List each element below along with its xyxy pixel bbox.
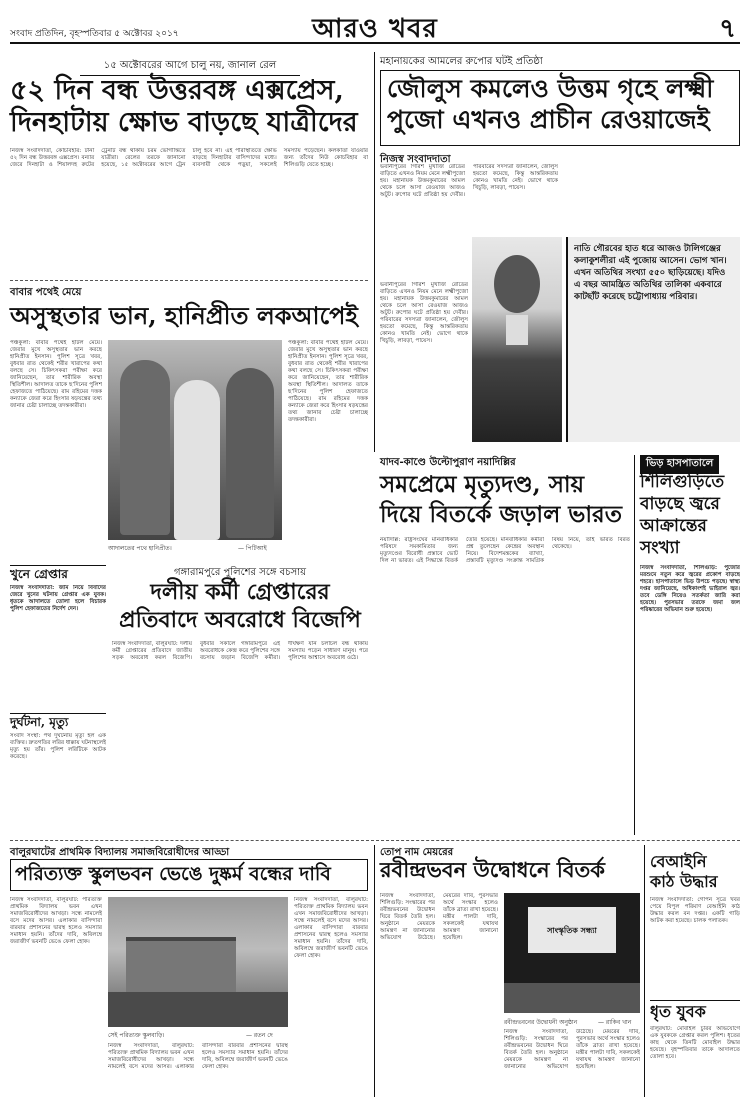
story-body: নিজস্ব সংবাদদাতা, শিলিগুড়ি: পুজোর মরশুমে নতুন করে জ্বরের প্রকোপ বাড়ছে শহরে। হাসপাতালে ভিড় উপচে পড়ছে। স্বাস্থ্য দপ্তর জানিয়েছে, অধিকাংশই ভাইরাল জ্বর। তবে ডেঙ্গি নিয়েও সতর্কতা জারি করা হয়েছে। পুরসভার তরফে জমা জল পরিষ্কারের অভিযান শুরু হয়েছে। [640,565,740,613]
headline-line2: বাড়ছে জ্বরে [640,494,720,514]
story-body-lower: নিজস্ব সংবাদদাতা, বালুরঘাট: পরিত্যক্ত প্রাথমিক বিদ্যালয় ভবন এখন সমাজবিরোধীদের আখড়া। সন্ধে নামলেই বসে মদের আসর। এলাকার বাসিন্দারা বারবার প্রশাসনের দ্বারস্থ হলেও সমস্যার সমাধান হয়নি। তাঁদের দাবি, অবিলম্বে জরাজীর্ণ ভবনটি ভেঙে ফেলা হোক। [108,1043,288,1070]
column-divider [644,845,645,1097]
pullquote: নাতি গৌরবের হাত ধরে আজও টালিগঞ্জের কলাকুশলীরা এই পুজোয় আসেন। ভোগ খান। এখন অতিথির সংখ্যা ৫৫০ ছাড়িয়েছে। যদিও এ বছর আমন্ত্রিত অতিথির তালিকা একবারে কাটছাঁট করেছে চট্টোপাধ্যায় পরিবার। [574,244,727,302]
story-kicker: যাদব-কাণ্ডে উল্টোপুরাণ নয়াদিল্লির [380,457,516,468]
story-kicker: ভিড় হাসপাতালে [640,455,719,474]
headline-line1: বেআইনি [650,852,707,871]
story-wood [650,845,740,995]
row-divider [10,840,740,841]
story-body: বালুরঘাট: মোবাইল চুরির অভিযোগে এক যুবককে গ্রেপ্তার করল পুলিশ। ধৃতের কাছ থেকে তিনটি মোবাইল উদ্ধার হয়েছে। বৃহস্পতিবার তাকে আদালতে তোলা হবে। [650,1026,740,1060]
story-body-right: পঞ্চকুলা: বাবার পথেই হাঁটল মেয়ে। জেরার মুখে অসুস্থতার ভান করছে হানিপ্রীত ইনসান। পুলিশ সূত্রে খবর, বুধবার রাত থেকেই শরীর খারাপের কথা বলছে সে। চিকিৎসকরা পরীক্ষা করে জানিয়েছেন, তার শারীরিক অবস্থা স্থিতিশীল। আদালত তাকে ছ’দিনের পুলিশ হেফাজতে পাঠিয়েছে। রাম রহিমের দত্তক কন্যাকে জেরা করে হিংসার ষড়যন্ত্রের তথ্য জানার চেষ্টা চালাচ্ছে তদন্তকারীরা। [288,340,368,423]
story-arrest [650,1000,740,1097]
issue-date: সংবাদ প্রতিদিন, বৃহস্পতিবার ৫ অক্টোবর ২০১৭ [10,29,179,39]
portrait-head [494,255,540,313]
column-divider [374,52,375,452]
story-body: নিজস্ব সংবাদদাতা, বালুরঘাট: পরিত্যক্ত প্রাথমিক বিদ্যালয় ভবন এখন সমাজবিরোধীদের আখড়া। সন্ধে নামলেই বসে মদের আসর। এলাকার বাসিন্দারা বারবার প্রশাসনের দ্বারস্থ হলেও সমস্যার সমাধান হয়নি। তাঁদের দাবি, অবিলম্বে জরাজীর্ণ ভবনটি ভেঙে ফেলা হোক। [10,897,102,945]
headline-line4: সংখ্যা [640,538,680,558]
story-rabindra [380,845,640,1097]
story-kicker: বাবার পথেই মেয়ে [10,287,82,298]
headline-line1: জৌলুস কমলেও উত্তম গৃহে লক্ষ্মী [387,74,714,103]
headline: অসুস্থতার ভান, হানিপ্রীত লকআপেই [10,301,358,330]
story-kicker: বালুরঘাটের প্রাথমিক বিদ্যালয় সমাজবিরোধীদের আড্ডা [10,847,230,858]
sidebar-shorts [10,565,106,835]
photo-building [126,937,236,997]
story-school [10,845,368,1097]
story-kicker: ১৫ অক্টোবরের আগে চালু নয়, জানাল রেল [80,58,300,76]
row-divider [10,280,368,281]
story-body: পঞ্চকুলা: বাবার পথেই হাঁটল মেয়ে। জেরার মুখে অসুস্থতার ভান করছে হানিপ্রীত ইনসান। পুলিশ সূত্রে খবর, বুধবার রাত থেকেই শরীর খারাপের কথা বলছে সে। চিকিৎসকরা পরীক্ষা করে জানিয়েছেন, তার শারীরিক অবস্থা স্থিতিশীল। আদালত তাকে ছ’দিনের পুলিশ হেফাজতে পাঠিয়েছে। রাম রহিমের দত্তক কন্যাকে জেরা করে হিংসার ষড়যন্ত্রের তথ্য জানার চেষ্টা চালাচ্ছে তদন্তকারীরা। [10,340,102,409]
story-hanipreet [10,285,368,560]
headline-line2: দিয়ে বিতর্কে জড়াল ভারত [380,501,622,528]
headline-line2: প্রতিবাদে অবরোধে বিজেপি [119,607,361,633]
photo-caption: আদালতের পথে হানিপ্রীত। [108,545,172,552]
headline-line1: সমপ্রেমে মৃত্যুদণ্ড, সায় [380,471,585,498]
story-body-continued: ভবানীপুরের গিরিশ মুখার্জি রোডের বাড়িতে এখনও নিয়ম মেনে লক্ষ্মীপুজো হয়। মহানায়ক উত্তমকুমারের আমল থেকে চলে আসা রেওয়াজ আজও অটুট। রুপোর ঘটে প্রতিষ্ঠা হয় দেবীর। পরিবারের সদস্যরা জানালেন, জৌলুস হয়তো কমেছে, কিন্তু আন্তরিকতায় কোনও খামতি নেই। ভোগে থাকে খিচুড়ি, লাবড়া, পায়েস। [380,282,468,344]
stage-banner-text: সাংস্কৃতিক সন্ধ্যা [547,925,597,935]
photo-caption: রবীন্দ্রভবনের উদ্বোধনী অনুষ্ঠান [504,1019,578,1026]
photo-figure-left [120,360,170,535]
story-body: নিজস্ব সংবাদদাতা, কোচবিহার: টানা ৫২ দিন বন্ধ উত্তরবঙ্গ এক্সপ্রেস। বন্যার জেরে দিনহাটা ও শিয়ালদহ রুটের ট্রেনটি বন্ধ থাকায় চরম ভোগান্তিতে যাত্রীরা। রেলের তরফে জানানো হয়েছে, ১৫ অক্টোবরের আগে ট্রেন চালু হবে না। এই পরিস্থিতিতে ক্ষোভ বাড়ছে দিনহাটার বাসিন্দাদের মধ্যে। ব্যবসায়ী থেকে পড়ুয়া, সকলেই সমস্যায় পড়েছেন। কলকাতা যাওয়ার জন্য তাঁদের নিউ কোচবিহার বা শিলিগুড়ি যেতে হচ্ছে। [10,148,368,168]
story-bjp [112,565,368,835]
photo-caption: সেই পরিত্যক্ত স্কুলবাড়ি। [108,1032,165,1039]
headline-box [380,70,740,146]
headline-line2: পুজো এখনও প্রাচীন রেওয়াজেই [387,105,710,134]
story-un [380,455,630,835]
story-kicker: মহানায়কের আমলের রুপোর ঘটই প্রতিষ্ঠা [380,56,543,67]
short-headline: খুনে গ্রেপ্তার [10,565,106,581]
story-rail [10,58,368,273]
short-headline: দুর্ঘটনা, মৃত্যু [10,713,106,729]
photo-credit: — রাকিব খান [598,1019,632,1026]
stage-banner [528,907,616,953]
story-siliguri [640,455,740,835]
column-divider [634,455,635,835]
headline-line1: শিলিগুড়িতে [640,472,725,492]
portrait-collar [506,315,528,345]
news-photo [108,897,288,1027]
headline-line2: দিনহাটায় ক্ষোভ বাড়ছে যাত্রীদের [10,107,358,138]
short-body: সংবাদ সংস্থা: পথ দুর্ঘটনায় মৃত্যু হল এক ব্যক্তির। দ্রুতগতির লরির ধাক্কায় ঘটনাস্থলেই মৃত্যু হয় তাঁর। পুলিশ লরিটিকে আটক করেছে। [10,733,106,760]
photo-credit: — রতন দে [246,1032,273,1039]
story-body: নিজস্ব সংবাদদাতা: গোপন সূত্রে খবর পেয়ে বিপুল পরিমাণ বেআইনি কাঠ উদ্ধার করল বন দপ্তর। একটি গাড়ি আটক করা হয়েছে। চালক পলাতক। [650,897,740,924]
story-body: নিজস্ব সংবাদদাতা, বালুরঘাট: দলীয় কর্মী গ্রেপ্তারের প্রতিবাদে জাতীয় সড়ক অবরোধ করল বিজেপি। বুধবার সকালে গঙ্গারামপুরে এই অবরোধকে কেন্দ্র করে পুলিশের সঙ্গে বচসায় জড়ান বিজেপি কর্মীরা। দীর্ঘক্ষণ যান চলাচল বন্ধ থাকায় সমস্যায় পড়েন সাধারণ মানুষ। পরে পুলিশের আশ্বাসে অবরোধ ওঠে। [112,641,368,661]
story-body: নিজস্ব সংবাদদাতা, শিলিগুড়ি: সংস্কারের পর রবীন্দ্রভবনের উদ্বোধন ঘিরে বিতর্ক তৈরি হল। অনুষ্ঠানে মেয়রকে আমন্ত্রণ না জানানোর অভিযোগ উঠেছে। মেয়রের দাবি, পুরসভার অর্থে সংস্কার হলেও তাঁকে ব্রাত্য রাখা হয়েছে। মন্ত্রীর পালটা দাবি, সকলকেই যথাযথ আমন্ত্রণ জানানো হয়েছিল। [380,893,498,941]
headline: ধৃত যুবক [650,1000,740,1020]
short-body: নিজস্ব সংবাদদাতা: জমি নিয়ে বিবাদের জেরে খুনের ঘটনায় গ্রেপ্তার এক যুবক। ধৃতকে আদালতে তোলা হলে বিচারক পুলিশ হেফাজতের নির্দেশ দেন। [10,585,106,612]
story-body-right: নিজস্ব সংবাদদাতা, বালুরঘাট: পরিত্যক্ত প্রাথমিক বিদ্যালয় ভবন এখন সমাজবিরোধীদের আখড়া। সন্ধে নামলেই বসে মদের আসর। এলাকার বাসিন্দারা বারবার প্রশাসনের দ্বারস্থ হলেও সমস্যার সমাধান হয়নি। তাঁদের দাবি, অবিলম্বে জরাজীর্ণ ভবনটি ভেঙে ফেলা হোক। [294,897,368,959]
story-kicker: তোপ নাম মেয়রের [380,847,454,858]
headline-line1: ৫২ দিন বন্ধ উত্তরবঙ্গ এক্সপ্রেস, [10,75,344,106]
headline: রবীন্দ্রভবন উদ্বোধনে বিতর্ক [380,857,605,882]
photo-credit: — পিটিআই [238,545,267,552]
pullquote-box [566,237,740,442]
news-photo [504,893,640,1013]
photo-rubble [108,992,288,1027]
headline-line3: আক্রান্তের [640,516,707,536]
section-title: আরও খবর [312,14,438,44]
photo-figure-center [174,380,220,540]
story-body: ভবানীপুরের গিরিশ মুখার্জি রোডের বাড়িতে এখনও নিয়ম মেনে লক্ষ্মীপুজো হয়। মহানায়ক উত্তমকুমারের আমল থেকে চলে আসা রেওয়াজ আজও অটুট। রুপোর ঘটে প্রতিষ্ঠা হয় দেবীর। পরিবারের সদস্যরা জানালেন, জৌলুস হয়তো কমেছে, কিন্তু আন্তরিকতায় কোনও খামতি নেই। ভোগে থাকে খিচুড়ি, লাবড়া, পায়েস। [380,164,558,198]
portrait-photo [472,237,562,442]
page-number: ৭ [719,14,736,44]
story-body: নয়াদিল্লি: রাষ্ট্রসংঘের মানবাধিকার পরিষদে সমকামিতার জন্য মৃত্যুদণ্ডের বিরোধী প্রস্তাবে ভোট দিল না ভারত। এই সিদ্ধান্তে বিতর্ক তৈরি হয়েছে। মানবাধিকার কর্মীরা প্রশ্ন তুলেছেন কেন্দ্রের অবস্থান নিয়ে। বিদেশমন্ত্রকের ব্যাখ্যা, প্রস্তাবটি মৃত্যুদণ্ড সংক্রান্ত সামগ্রিক বিষয় নিয়ে, তাই ভারত বিরত থেকেছে। [380,537,630,564]
headline-line2: কাঠ উদ্ধার [650,872,718,891]
story-body-lower: নিজস্ব সংবাদদাতা, শিলিগুড়ি: সংস্কারের পর রবীন্দ্রভবনের উদ্বোধন ঘিরে বিতর্ক তৈরি হল। অনুষ্ঠানে মেয়রকে আমন্ত্রণ না জানানোর অভিযোগ উঠেছে। মেয়রের দাবি, পুরসভার অর্থে সংস্কার হলেও তাঁকে ব্রাত্য রাখা হয়েছে। মন্ত্রীর পালটা দাবি, সকলকেই যথাযথ আমন্ত্রণ জানানো হয়েছিল। [504,1029,640,1070]
story-puja [380,52,740,452]
photo-figure-right [226,368,274,538]
headline-line1: দলীয় কর্মী গ্রেপ্তারের [150,579,330,605]
headline: পরিত্যক্ত স্কুলভবন ভেঙে দুষ্কর্ম বন্ধের দাবি [10,859,368,891]
stage-floor [504,983,640,1013]
story-kicker: গঙ্গারামপুরে পুলিশের সঙ্গে বচসায় [173,567,307,578]
column-divider [374,845,375,1097]
news-photo [108,340,282,540]
masthead [10,6,740,44]
byline: নিজস্ব সংবাদদাতা [380,154,451,165]
